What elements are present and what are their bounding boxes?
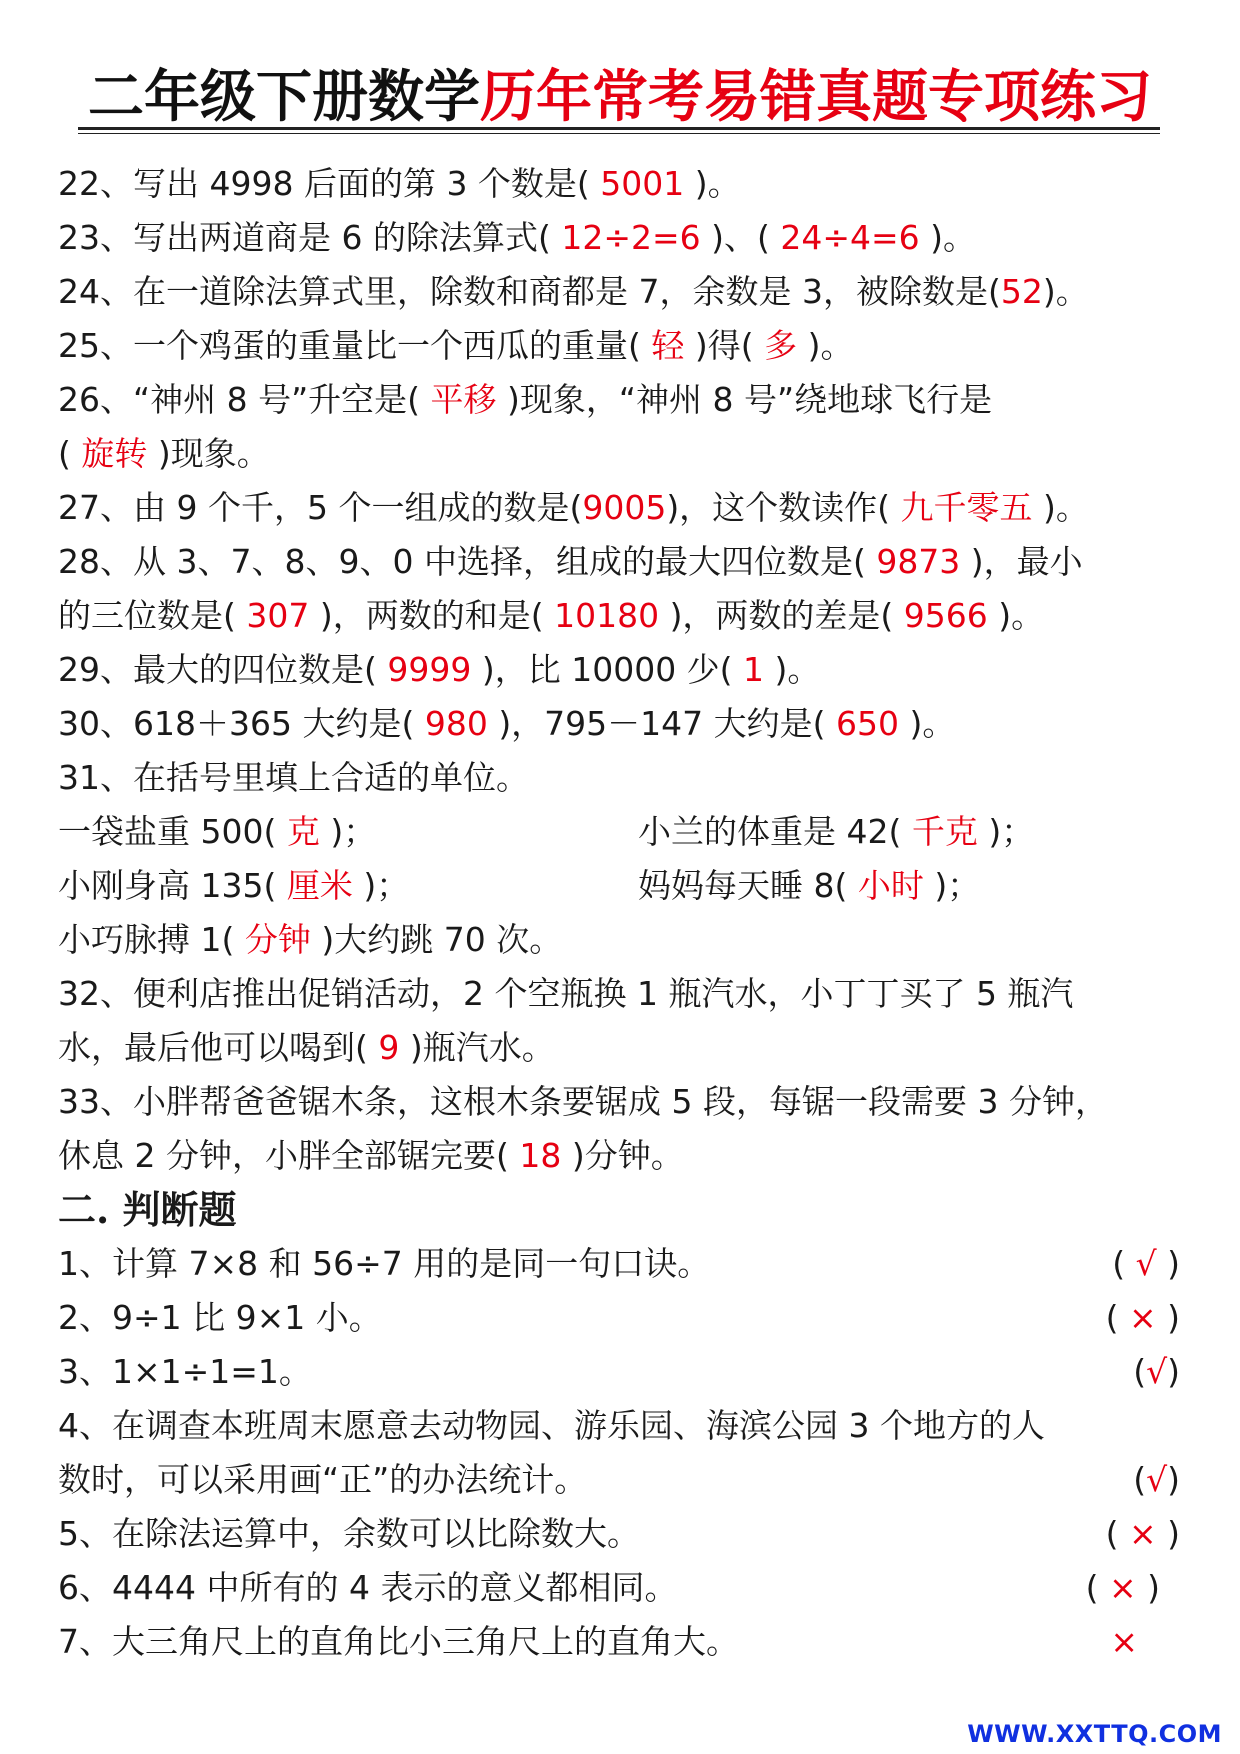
question-33-line2: 休息 2 分钟，小胖全部锯完要( 18 )分钟。	[58, 1136, 684, 1175]
question-28-line2: 的三位数是( 307 )，两数的和是( 10180 )，两数的差是( 9566 )。	[58, 596, 1045, 635]
unit-height: 小刚身高 135( 厘米 )；	[58, 866, 410, 905]
answer: 小时	[847, 866, 935, 905]
question-33-line1: 33、小胖帮爸爸锯木条，这根木条要锯成 5 段，每锯一段需要 3 分钟，	[58, 1082, 1108, 1121]
answer: 5001	[589, 164, 695, 203]
question-30: 30、618＋365 大约是( 980 )，795－147 大约是( 650 )。	[58, 704, 956, 743]
judge-3: 3、1×1÷1=1。 (√)	[58, 1345, 1180, 1399]
answer: 千克	[901, 812, 989, 851]
answer: 9873	[865, 542, 971, 581]
question-24: 24、在一道除法算式里，除数和商都是 7，余数是 3，被除数是(52)。	[58, 272, 1089, 311]
page-title	[0, 62, 1240, 132]
question-31-row2	[58, 859, 1180, 913]
answer: 650	[825, 704, 910, 743]
judge-mark: ( √ )	[1112, 1244, 1180, 1283]
title-red-part: 历年常考易错真题专项练习	[480, 64, 1152, 130]
question-31-row3: 小巧脉搏 1( 分钟 )大约跳 70 次。	[58, 920, 563, 959]
question-29: 29、最大的四位数是( 9999 )，比 10000 少( 1 )。	[58, 650, 821, 689]
answer: 轻	[640, 326, 695, 365]
question-31-head: 31、在括号里填上合适的单位。	[58, 758, 529, 797]
answer: 1	[732, 650, 775, 689]
question-31-row1	[58, 805, 1180, 859]
question-32-line1: 32、便利店推出促销活动，2 个空瓶换 1 瓶汽水，小丁丁买了 5 瓶汽	[58, 974, 1074, 1013]
answer: 多	[753, 326, 808, 365]
question-25: 25、一个鸡蛋的重量比一个西瓜的重量( 轻 )得( 多 )。	[58, 326, 854, 365]
answer: 24÷4=6	[769, 218, 931, 257]
judge-2: 2、9÷1 比 9×1 小。 ( × )	[58, 1291, 1180, 1345]
question-28-line1: 28、从 3、7、8、9、0 中选择，组成的最大四位数是( 9873 )，最小	[58, 542, 1083, 581]
question-27: 27、由 9 个千，5 个一组成的数是(9005)，这个数读作( 九千零五 )。	[58, 488, 1089, 527]
judge-mark: ( × )	[1105, 1298, 1180, 1337]
judge-mark: ( × )	[1085, 1568, 1160, 1607]
judge-mark: ( × )	[1105, 1514, 1180, 1553]
answer: 厘米	[276, 866, 364, 905]
answer: 克	[276, 812, 331, 851]
question-22: 22、写出 4998 后面的第 3 个数是( 5001 )。	[58, 164, 741, 203]
title-black-part: 二年级下册数学	[88, 64, 480, 130]
question-23: 23、写出两道商是 6 的除法算式( 12÷2=6 )、( 24÷4=6 )。	[58, 218, 976, 257]
answer: 九千零五	[890, 488, 1044, 527]
unit-sleep: 妈妈每天睡 8( 小时 )；	[638, 866, 981, 905]
answer: 9566	[893, 596, 999, 635]
judge-5: 5、在除法运算中，余数可以比除数大。 ( × )	[58, 1507, 1180, 1561]
question-32-line2: 水，最后他可以喝到( 9 )瓶汽水。	[58, 1028, 555, 1067]
judge-1: 1、计算 7×8 和 56÷7 用的是同一句口诀。 ( √ )	[58, 1237, 1180, 1291]
answer: 307	[235, 596, 320, 635]
answer: 平移	[420, 380, 508, 419]
answer: 18	[508, 1136, 572, 1175]
answer: 9	[367, 1028, 410, 1067]
answer: 10180	[543, 596, 670, 635]
answer: 9005	[582, 488, 667, 527]
judge-mark: (√)	[1133, 1460, 1180, 1499]
judge-6: 6、4444 中所有的 4 表示的意义都相同。 ( × )	[58, 1561, 1180, 1615]
worksheet-body	[58, 157, 1180, 1669]
question-26-line2: ( 旋转 )现象。	[58, 434, 270, 473]
section-heading-judgement: 二. 判断题	[58, 1187, 237, 1232]
site-watermark: WWW.XXTTQ.COM	[967, 1720, 1222, 1748]
judge-4-line1: 4、在调查本班周末愿意去动物园、游乐园、海滨公园 3 个地方的人	[58, 1406, 1045, 1445]
answer: 980	[414, 704, 499, 743]
unit-salt: 一袋盐重 500( 克 )；	[58, 812, 377, 851]
judge-mark: ×	[1110, 1622, 1138, 1661]
answer: 旋转	[70, 434, 158, 473]
unit-weight: 小兰的体重是 42( 千克 )；	[638, 812, 1035, 851]
answer: 分钟	[234, 920, 322, 959]
answer: 52	[1000, 272, 1043, 311]
judge-4-line2: 数时，可以采用画“正”的办法统计。 (√)	[58, 1453, 1180, 1507]
answer: 9999	[376, 650, 482, 689]
judge-7: 7、大三角尺上的直角比小三角尺上的直角大。 ×	[58, 1615, 1180, 1669]
title-rule-thick	[78, 127, 1160, 130]
title-rule-thin	[78, 133, 1160, 134]
question-26-line1: 26、“神州 8 号”升空是( 平移 )现象，“神州 8 号”绕地球飞行是	[58, 380, 993, 419]
answer: 12÷2=6	[550, 218, 712, 257]
judge-mark: (√)	[1133, 1352, 1180, 1391]
